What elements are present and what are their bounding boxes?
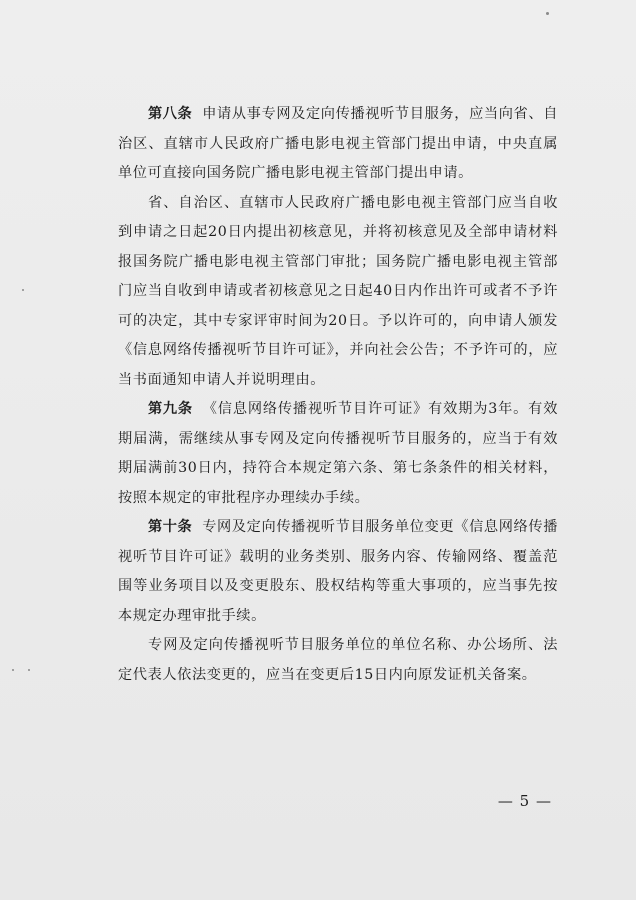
- article-8-text: 申请从事专网及定向传播视听节目服务，应当向省、自治区、直辖市人民政府广播电影电视主管部门提出申请，中央直属单位可直接向国务院广播电影电视主管部门提出申请。: [118, 106, 558, 181]
- article-9-paragraph: [118, 395, 558, 513]
- page-number: — 5 —: [497, 792, 552, 810]
- article-10-paragraph: [118, 513, 558, 631]
- article-9-label: 第九条: [148, 401, 193, 417]
- document-body: [118, 100, 558, 690]
- article-8-continuation-text: 省、自治区、直辖市人民政府广播电影电视主管部门应当自收到申请之日起20日内提出初核意见，并将初核意见及全部申请材料报国务院广播电影电视主管部门审批；国务院广播电影电视主管部门应当自收到申请或者初核意见之日起40日内作出许可或者不予许可的决定，其中专家评审时间为20日。予以许可的，向申请人颁发《信息网络传播视听节目许可证》，并向社会公告；不予许可的，应当书面通知申请人并说明理由。: [118, 194, 558, 388]
- scan-speck: [12, 669, 14, 671]
- article-10-continuation-text: 专网及定向传播视听节目服务单位的单位名称、办公场所、法定代表人依法变更的，应当在变更后15日内向原发证机关备案。: [118, 637, 558, 683]
- article-8-label: 第八条: [148, 106, 193, 122]
- article-8-paragraph: [118, 100, 558, 189]
- article-10-continuation-paragraph: [118, 631, 558, 690]
- article-8-continuation-paragraph: [118, 189, 558, 396]
- article-10-label: 第十条: [148, 519, 193, 535]
- scan-speck: [22, 289, 24, 291]
- article-10-text: 专网及定向传播视听节目服务单位变更《信息网络传播视听节目许可证》载明的业务类别、服务内容、传输网络、覆盖范围等业务项目以及变更股东、股权结构等重大事项的，应当事先按本规定办理审批手续。: [118, 519, 558, 624]
- scan-speck: [546, 12, 549, 15]
- scan-speck: [28, 669, 30, 671]
- article-9-text: 《信息网络传播视听节目许可证》有效期为3年。有效期届满，需继续从事专网及定向传播视听节目服务的，应当于有效期届满前30日内，持符合本规定第六条、第七条条件的相关材料，按照本规定的审批程序办理续办手续。: [118, 401, 558, 506]
